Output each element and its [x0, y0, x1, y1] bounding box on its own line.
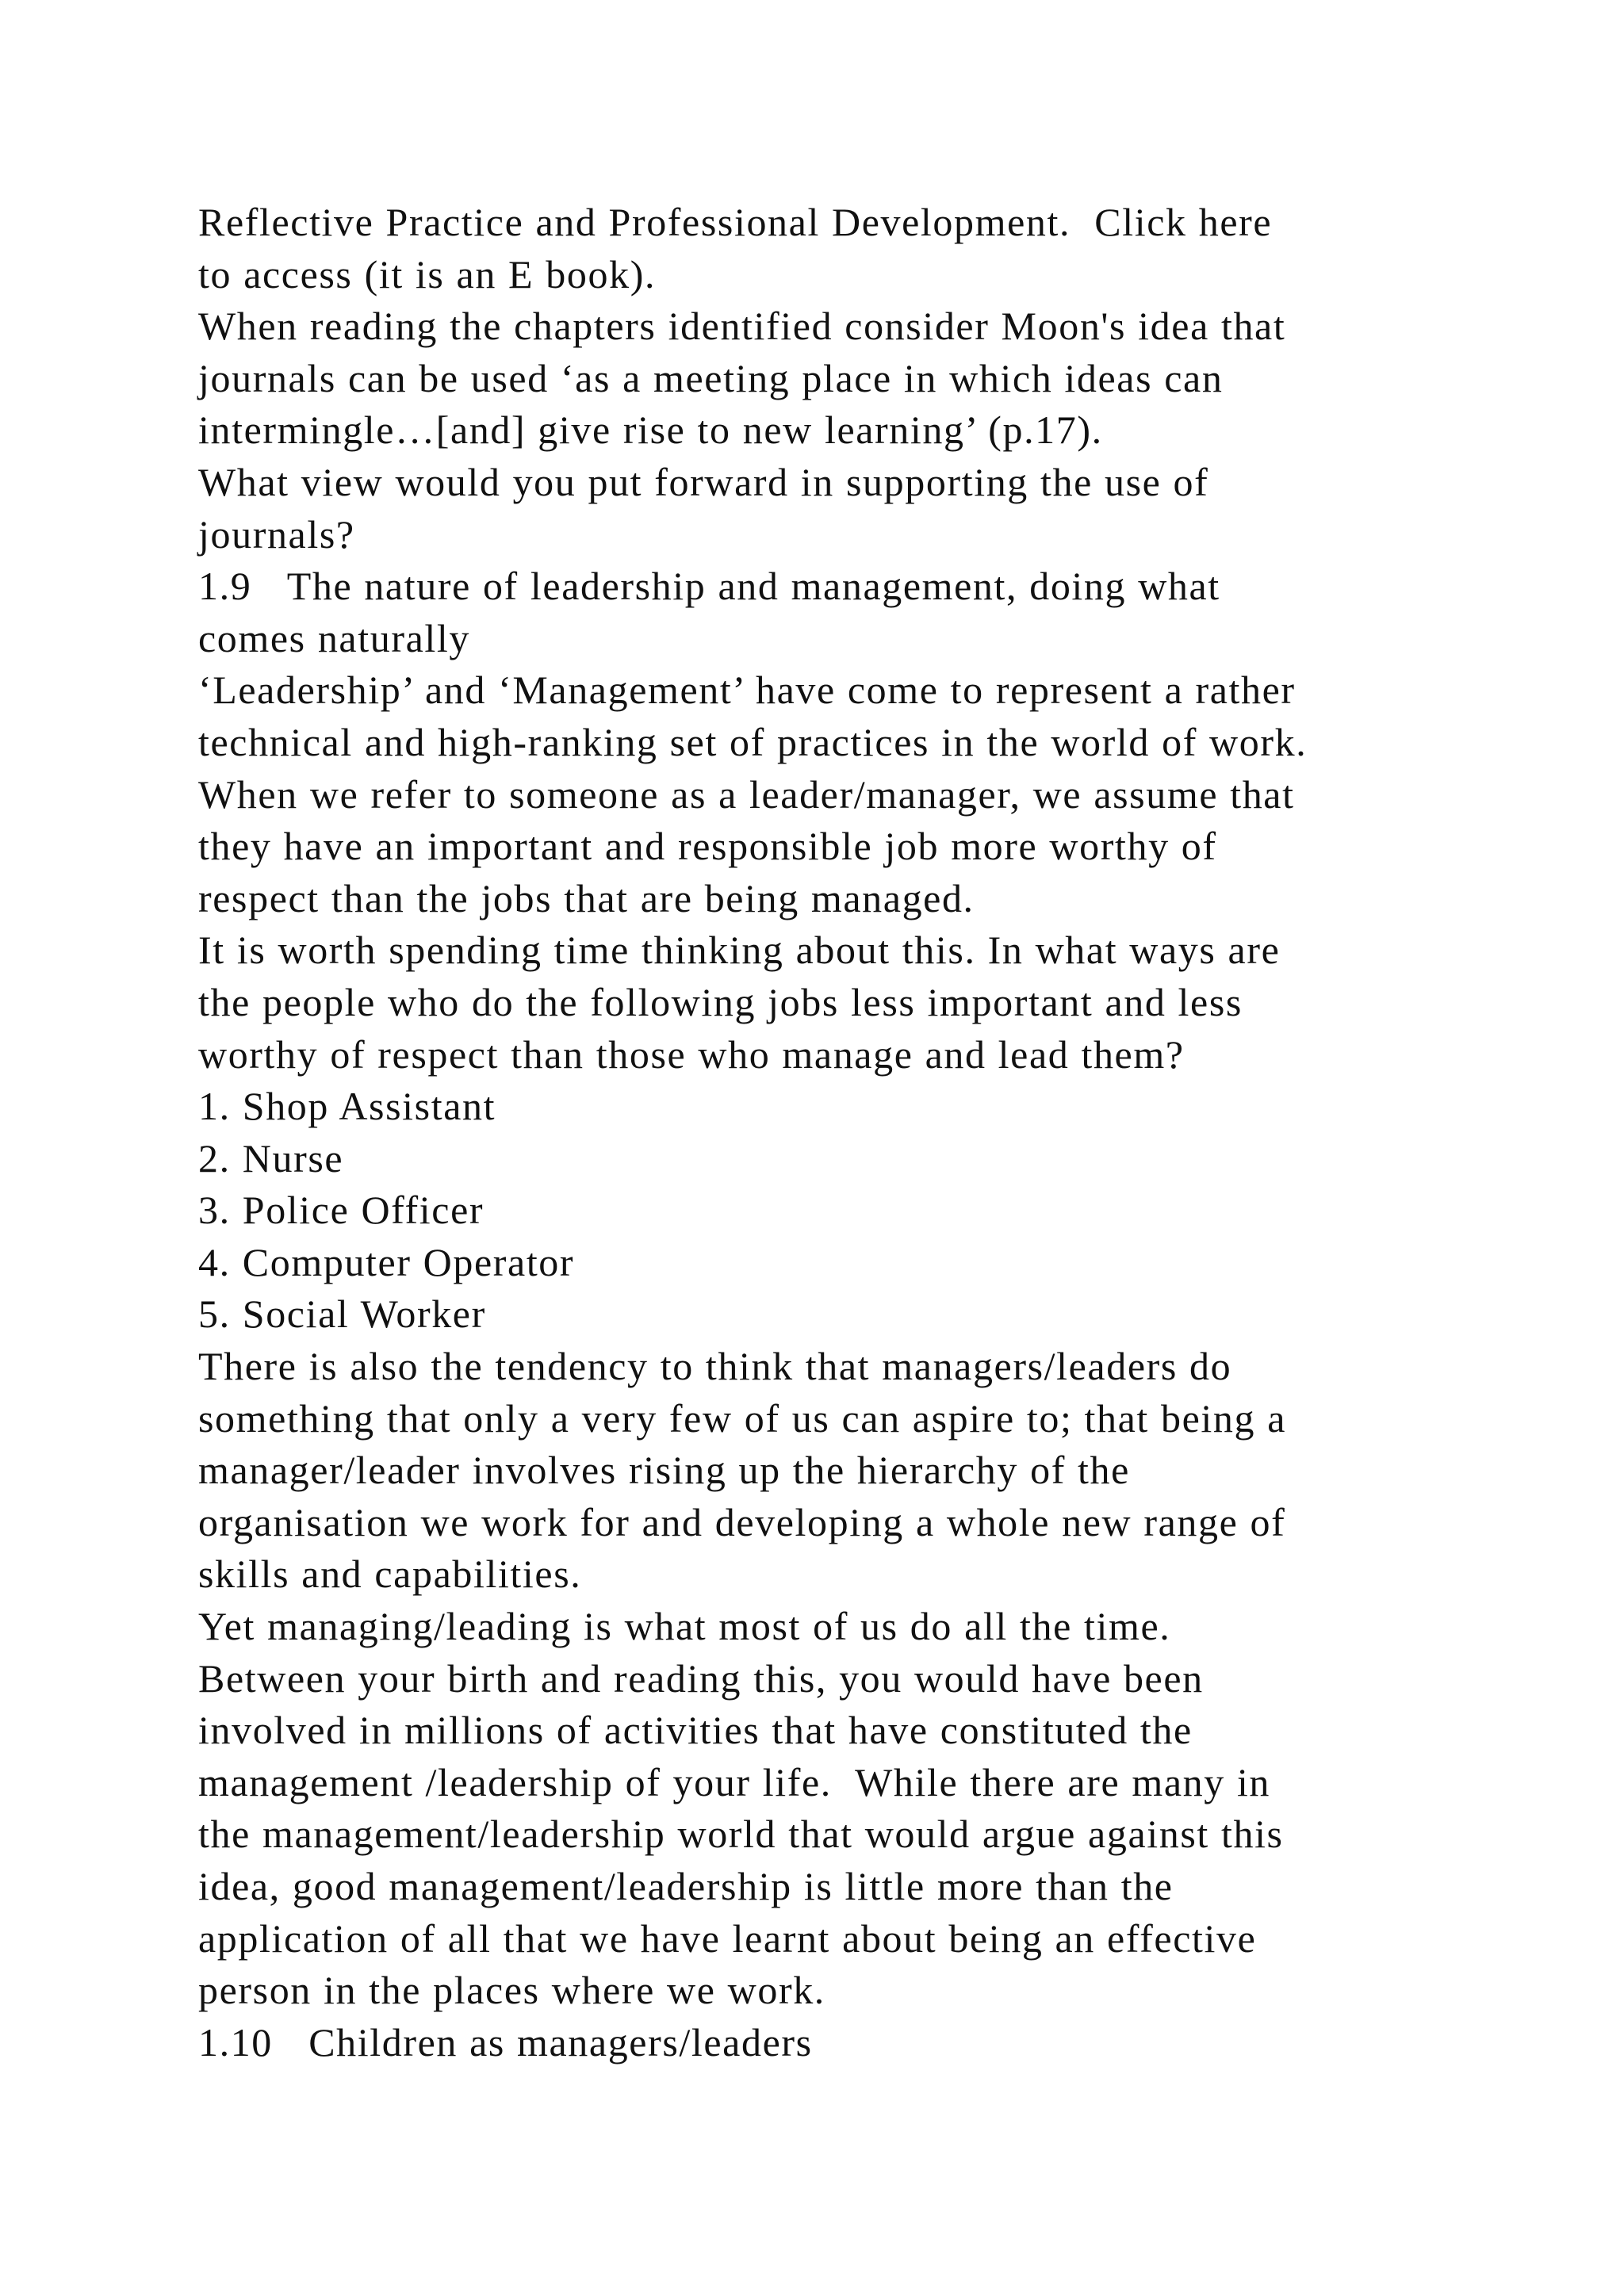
section-heading-1-10: 1.10 Children as managers/leaders [198, 2019, 813, 2064]
text-line: organisation we work for and developing a whole new range of [198, 1499, 1286, 1544]
text-line: management /leadership of your life. While there are many in [198, 1759, 1271, 1804]
text-line: technical and high-ranking set of practices in the world of work. [198, 719, 1308, 764]
text-line: something that only a very few of us can aspire to; that being a [198, 1395, 1286, 1441]
text-line: involved in millions of activities that have constituted the [198, 1708, 1193, 1753]
text-line: intermingle…[and] give rise to new learning’ (p.17). [198, 408, 1103, 453]
section-heading-1-9-cont: comes naturally [198, 615, 470, 660]
list-item: 3. Police Officer [198, 1188, 485, 1233]
text-line: There is also the tendency to think that managers/leaders do [198, 1344, 1232, 1389]
list-item: 4. Computer Operator [198, 1239, 575, 1284]
list-item: 1. Shop Assistant [198, 1084, 496, 1129]
text-line: Between your birth and reading this, you would have been [198, 1655, 1204, 1701]
text-line: they have an important and responsible job more worthy of [198, 824, 1217, 869]
text-line: When we refer to someone as a leader/manager, we assume that [198, 771, 1295, 817]
section-heading-1-9: 1.9 The nature of leadership and management, doing what [198, 564, 1220, 609]
text-line: the management/leadership world that would argue against this [198, 1812, 1284, 1857]
text-line: manager/leader involves rising up the hierarchy of the [198, 1448, 1130, 1493]
text-line: journals can be used ‘as a meeting place in which ideas can [198, 355, 1224, 400]
text-line: application of all that we have learnt about being an effective [198, 1915, 1257, 1961]
text-line: person in the places where we work. [198, 1968, 825, 2013]
text-line: It is worth spending time thinking about this. In what ways are [198, 928, 1281, 973]
text-line: idea, good management/leadership is little more than the [198, 1864, 1174, 1908]
text-line: Reflective Practice and Professional Development. Click here [198, 200, 1273, 244]
text-line: Yet managing/leading is what most of us do all the time. [198, 1604, 1171, 1649]
text-line: respect than the jobs that are being managed. [198, 875, 975, 920]
text-line: When reading the chapters identified consider Moon's idea that [198, 304, 1286, 349]
text-line: What view would you put forward in supporting the use of [198, 459, 1209, 504]
list-item: 5. Social Worker [198, 1292, 486, 1337]
text-line: to access (it is an E book). [198, 251, 657, 297]
text-line: the people who do the following jobs less important and less [198, 979, 1243, 1024]
document-text [198, 197, 1610, 2068]
text-line: journals? [198, 511, 355, 557]
text-line: worthy of respect than those who manage and lead them? [198, 1031, 1185, 1077]
text-line: skills and capabilities. [198, 1552, 582, 1597]
list-item: 2. Nurse [198, 1135, 344, 1181]
text-line: ‘Leadership’ and ‘Management’ have come to represent a rather [198, 668, 1296, 713]
